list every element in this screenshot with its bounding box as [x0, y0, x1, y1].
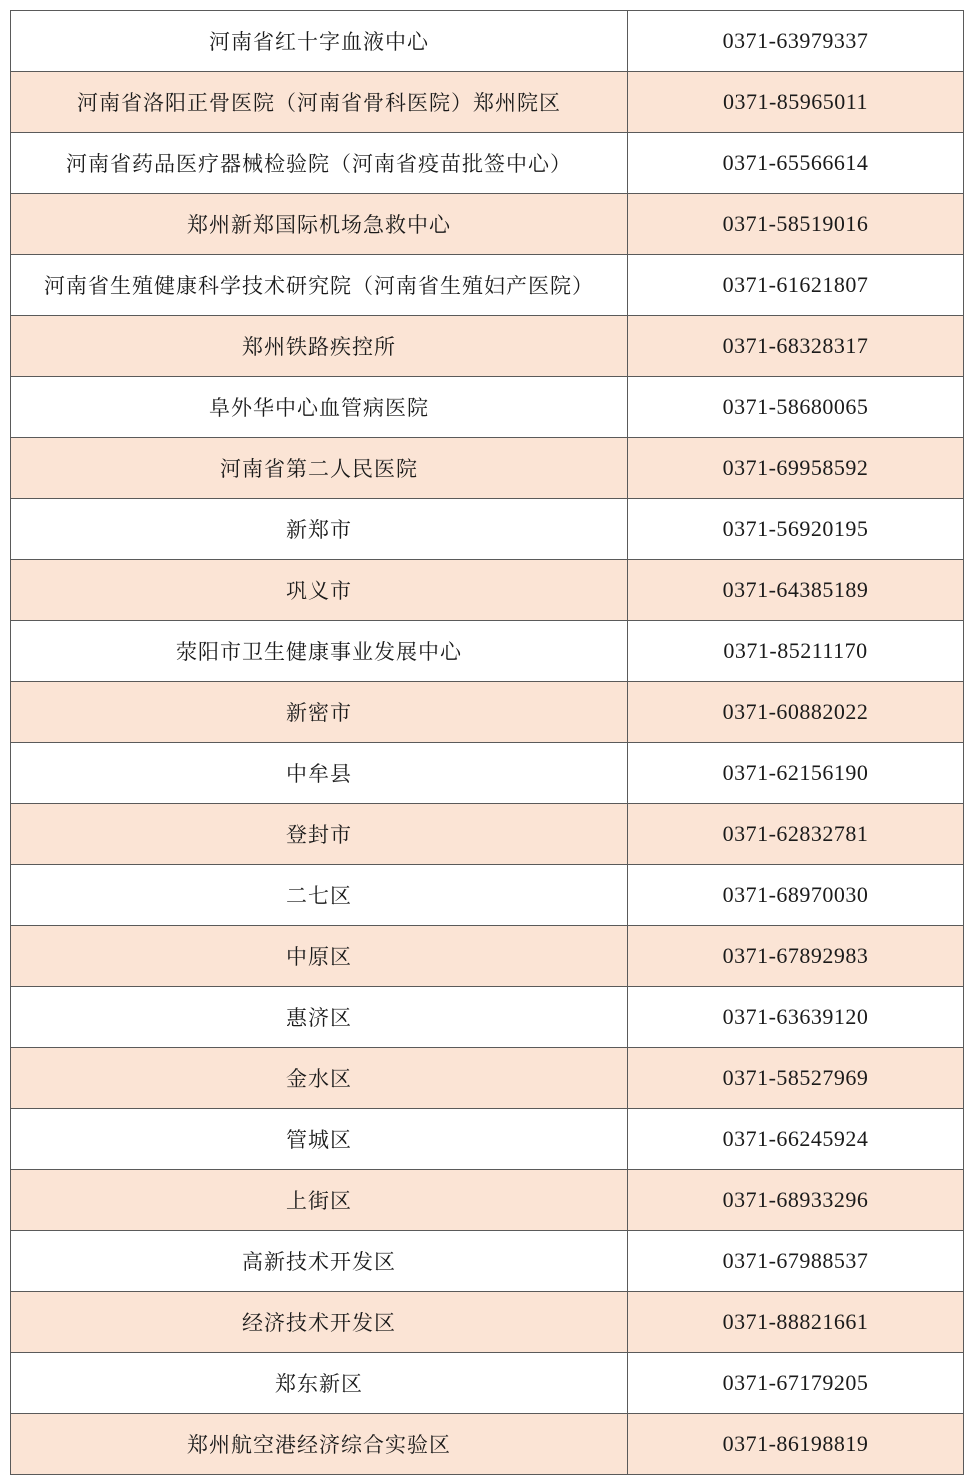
table-row [11, 255, 964, 316]
table-row [11, 987, 964, 1048]
phone-number-cell: 0371-67179205 [628, 1353, 964, 1414]
phone-number-cell: 0371-68933296 [628, 1170, 964, 1231]
phone-number-cell: 0371-85965011 [628, 72, 964, 133]
table-row [11, 1292, 964, 1353]
unit-name-cell: 郑州航空港经济综合实验区 [11, 1414, 628, 1475]
unit-name-cell: 管城区 [11, 1109, 628, 1170]
table-body [11, 11, 964, 1475]
table-row [11, 377, 964, 438]
table-row [11, 682, 964, 743]
unit-name-cell: 二七区 [11, 865, 628, 926]
unit-name-cell: 郑州新郑国际机场急救中心 [11, 194, 628, 255]
phone-number-cell: 0371-69958592 [628, 438, 964, 499]
phone-number-cell: 0371-67892983 [628, 926, 964, 987]
phone-number-cell: 0371-64385189 [628, 560, 964, 621]
unit-name-cell: 河南省生殖健康科学技术研究院（河南省生殖妇产医院） [11, 255, 628, 316]
table-row [11, 1353, 964, 1414]
table-row [11, 560, 964, 621]
table-row [11, 1170, 964, 1231]
unit-name-cell: 郑州铁路疾控所 [11, 316, 628, 377]
table-row [11, 499, 964, 560]
phone-number-cell: 0371-67988537 [628, 1231, 964, 1292]
unit-name-cell: 新密市 [11, 682, 628, 743]
table-row [11, 194, 964, 255]
contact-sheet [10, 10, 963, 1475]
phone-number-cell: 0371-58519016 [628, 194, 964, 255]
unit-name-cell: 河南省红十字血液中心 [11, 11, 628, 72]
table-row [11, 72, 964, 133]
unit-name-cell: 上街区 [11, 1170, 628, 1231]
table-row [11, 438, 964, 499]
unit-name-cell: 河南省第二人民医院 [11, 438, 628, 499]
contact-table [10, 10, 964, 1475]
phone-number-cell: 0371-65566614 [628, 133, 964, 194]
table-row [11, 621, 964, 682]
phone-number-cell: 0371-58680065 [628, 377, 964, 438]
table-row [11, 316, 964, 377]
phone-number-cell: 0371-63979337 [628, 11, 964, 72]
table-row [11, 1231, 964, 1292]
phone-number-cell: 0371-68328317 [628, 316, 964, 377]
unit-name-cell: 中牟县 [11, 743, 628, 804]
table-row [11, 133, 964, 194]
table-row [11, 1048, 964, 1109]
unit-name-cell: 中原区 [11, 926, 628, 987]
phone-number-cell: 0371-58527969 [628, 1048, 964, 1109]
table-row [11, 804, 964, 865]
unit-name-cell: 郑东新区 [11, 1353, 628, 1414]
phone-number-cell: 0371-62832781 [628, 804, 964, 865]
unit-name-cell: 登封市 [11, 804, 628, 865]
phone-number-cell: 0371-61621807 [628, 255, 964, 316]
unit-name-cell: 巩义市 [11, 560, 628, 621]
phone-number-cell: 0371-56920195 [628, 499, 964, 560]
table-row [11, 865, 964, 926]
unit-name-cell: 阜外华中心血管病医院 [11, 377, 628, 438]
table-row [11, 11, 964, 72]
table-row [11, 926, 964, 987]
phone-number-cell: 0371-66245924 [628, 1109, 964, 1170]
table-row [11, 1109, 964, 1170]
phone-number-cell: 0371-60882022 [628, 682, 964, 743]
phone-number-cell: 0371-68970030 [628, 865, 964, 926]
unit-name-cell: 新郑市 [11, 499, 628, 560]
unit-name-cell: 河南省药品医疗器械检验院（河南省疫苗批签中心） [11, 133, 628, 194]
phone-number-cell: 0371-63639120 [628, 987, 964, 1048]
unit-name-cell: 经济技术开发区 [11, 1292, 628, 1353]
phone-number-cell: 0371-85211170 [628, 621, 964, 682]
unit-name-cell: 河南省洛阳正骨医院（河南省骨科医院）郑州院区 [11, 72, 628, 133]
table-row [11, 743, 964, 804]
unit-name-cell: 荥阳市卫生健康事业发展中心 [11, 621, 628, 682]
phone-number-cell: 0371-62156190 [628, 743, 964, 804]
unit-name-cell: 金水区 [11, 1048, 628, 1109]
phone-number-cell: 0371-86198819 [628, 1414, 964, 1475]
table-row [11, 1414, 964, 1475]
unit-name-cell: 高新技术开发区 [11, 1231, 628, 1292]
phone-number-cell: 0371-88821661 [628, 1292, 964, 1353]
unit-name-cell: 惠济区 [11, 987, 628, 1048]
